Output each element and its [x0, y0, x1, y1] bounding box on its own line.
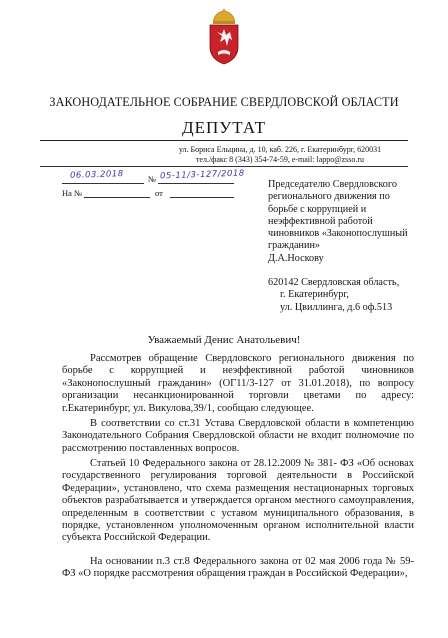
- header-rule: [40, 140, 408, 141]
- na-line: [84, 197, 150, 198]
- organization-name: ЗАКОНОДАТЕЛЬНОЕ СОБРАНИЕ СВЕРДЛОВСКОЙ ОБЛАСТИ: [49, 95, 399, 109]
- greeting: Уважаемый Денис Анатольевич!: [147, 334, 301, 346]
- recipient-line: чиновников «Законопослушный: [268, 228, 408, 240]
- recipient-address-line: 620142 Свердловская область,: [268, 277, 400, 288]
- recipient-line: борьбе с коррупцией и: [268, 203, 367, 215]
- recipient-block: [268, 179, 428, 265]
- recipient-address-line: ул. Цвиллинга, д.6 оф.513: [280, 301, 393, 313]
- recipient-address-line: г. Екатеринбург,: [280, 289, 349, 301]
- recipient-line: Председателю Свердловского: [268, 179, 397, 190]
- body-paragraph: Статьей 10 Федерального закона от 28.12.2009 № 381- ФЗ «Об основах государственного регулирования торговой деятельности в Российской Федерации», установлено, что схема размещения нестационарных торговых объектов разрабатывается и утверждается органом местного самоуправления, определенным в соответствии с уставом муниципального образования, в порядке, установленном уполномоченным органом исполнительной власти субъекта Российской Федерации.: [62, 458, 414, 544]
- date-line: [62, 183, 144, 184]
- contact-line: тел./факс 8 (343) 354-74-59, e-mail: lappo@zsso.ru: [195, 155, 365, 164]
- number-line: [158, 183, 234, 184]
- body-paragraph: Рассмотрев обращение Свердловского регионального движения по борьбе с коррупцией и неэффективной работой чиновников «Законопослушный гражданин» (ОГ11/3-127 от 31.01.2018), по вопросу организации несанкционированной торговли цветами по адресу: г.Екатеринбург, ул. Викулова,39/1, сообщаю следующее.: [62, 353, 414, 414]
- from-label: от: [155, 188, 163, 198]
- number-label: №: [148, 174, 157, 184]
- address-line: ул. Бориса Ельцина, д. 10, каб. 226, г. Екатеринбург, 620031: [178, 145, 382, 154]
- body-paragraph: В соответствии со ст.31 Устава Свердловской области в компетенцию Законодательного Собрания Свердловской области не входит полномочие по рассмотрению поставленных вопросов.: [62, 418, 414, 454]
- recipient-name: Д.А.Носкову: [268, 252, 324, 264]
- handwritten-date: 06.03.2018: [69, 169, 124, 181]
- document-title: ДЕПУТАТ: [182, 118, 266, 137]
- body-paragraph: На основании п.3 ст.8 Федерального закона от 02 мая 2006 года № 59-ФЗ «О порядке рассмотрения обращения граждан в Российской Федерации»,: [62, 556, 414, 580]
- coat-of-arms-icon: [205, 8, 243, 66]
- na-label: На №: [62, 188, 83, 198]
- recipient-line: гражданин»: [268, 240, 320, 252]
- recipient-address: [268, 277, 433, 314]
- from-line: [170, 197, 234, 198]
- header-rule-thin: [40, 166, 408, 167]
- handwritten-number: 05-11/3-127/2018: [159, 168, 245, 182]
- recipient-line: неэффективной работой: [268, 215, 373, 227]
- recipient-line: регионального движения по: [268, 191, 390, 203]
